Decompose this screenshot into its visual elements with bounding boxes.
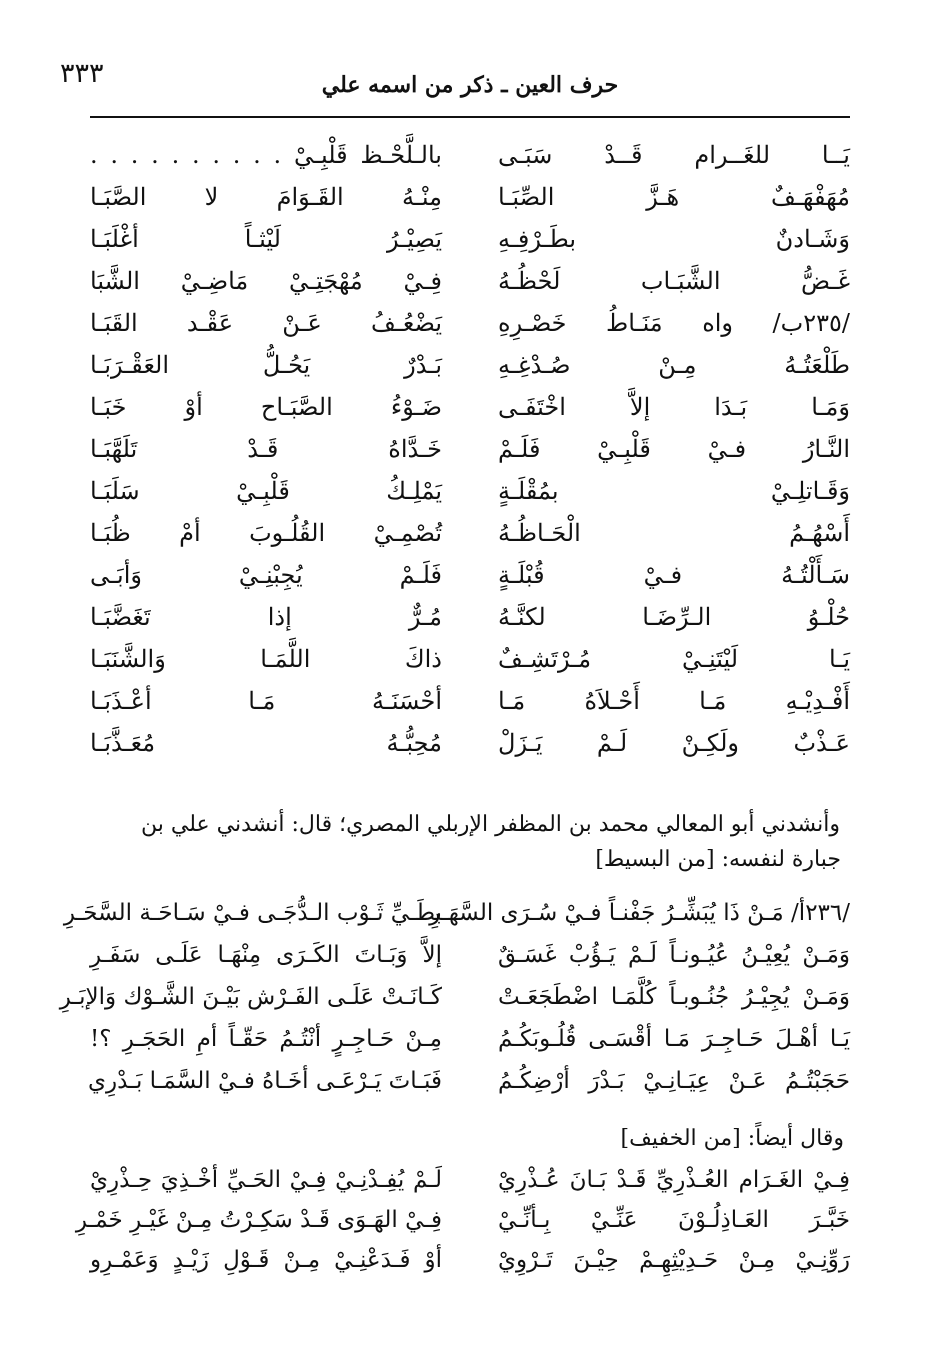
verse-first-hemistich: يَــا للغَــرام قَــدْ سَبَـى	[498, 141, 850, 169]
verse-second-hemistich: بطَـيِّ ثَـوْب الـدُّجَـى فـيْ سَـاحَـة السَّحَـرِ	[63, 900, 442, 926]
verse-second-hemistich: إلاَّ وَبَـاتَ الكَـرَى مِنْهَـا عَلَـى سَفَـرِ	[90, 942, 442, 968]
verse-first-hemistich: وَقَـاتلِـيْ بمُقْلَـةٍ	[498, 477, 850, 505]
verse	[90, 512, 850, 554]
poem-intro: وقال أيضاً: [من الخفيف]	[620, 1126, 844, 1151]
verse-first-hemistich: رَوِّنِـيْ مِـنْ حَـدِيْثِهِـمْ حِيْـنَ تَـرْوِيْ	[498, 1247, 850, 1273]
verse	[90, 554, 850, 596]
prose-line-2: جبارة لنفسه: [من البسيط]	[595, 847, 841, 872]
verse-second-hemistich: يَصِيْـرُ لَيْثـاً أغْلَبَـا	[90, 225, 442, 253]
verse-second-hemistich: كَـانَـتْ عَلَـى الفَـرْش بَيْـنَ الشَّـوْك وَالإبَـرِ	[59, 984, 442, 1010]
verse-second-hemistich: مُحِبُّـهُ مُعَـذَّبَـا	[90, 729, 442, 757]
verse-first-hemistich: غَـضُّ الشَّبَـاب لَحْظُـهُ	[498, 267, 850, 295]
verse-first-hemistich: وَمَـنْ يُجِيْـرُ جُنُـوبـاً كُلَّمَـا اضْطَجَعَـتْ	[498, 984, 850, 1010]
verse-first-hemistich: خَبَّـرَ العَـاذِلُـوْنَ عَنِّـيْ بِـأنِّـيْ	[498, 1207, 850, 1233]
verse-second-hemistich: فِـيْ الهَـوَى قَـدْ سَكِـرْتُ مِـنْ غَيْـرِ خَمْـرِ	[75, 1207, 442, 1233]
verse	[90, 134, 850, 176]
verse-first-hemistich: عَـذْبٌ ولَكِـنْ لَـمْ يَـزَلْ	[498, 729, 850, 757]
verse-first-hemistich: يَـا لَيْتَنِـيْ مُـرْتَشِـفٌ	[498, 645, 850, 673]
verse-first-hemistich: /٢٣٦أ/ مَـنْ ذَا يُبَشِّـرُ جَفْنـاً فـيْ سُـرَى السَّهَـرِ	[429, 900, 850, 926]
verse-first-hemistich: أَفْـدِيْـهِ مَـا أَحْـلاَهُ مَـا	[498, 687, 850, 715]
verse	[90, 386, 850, 428]
verse	[90, 722, 850, 764]
verse-first-hemistich: طَلْعَتُـهُ مِـنْ صُـدْغِـهِ	[498, 351, 850, 379]
verse-second-hemistich: أوْ فَـدَعْنِـيْ مِـنْ قَـوْلِ زَيْـدٍ وَعَمْـرِو	[90, 1247, 442, 1273]
verse-second-hemistich: بَـدْرٌ يَحُـلُّ العَقْـرَبَـا	[90, 351, 442, 379]
header-rule	[90, 116, 850, 118]
page-number: ٣٣٣	[60, 58, 104, 89]
verse-first-hemistich: وَمَـنْ يُعِيْـنُ عُيُـونـاً لَـمْ يَـؤُبْ غَسَـقٌ	[498, 942, 850, 968]
verse	[90, 680, 850, 722]
verse-first-hemistich: /٢٣٥ب/ واه مَنَـاطُ خَصْـرِهِ	[498, 309, 850, 337]
verse	[90, 1160, 850, 1200]
verse-second-hemistich: تُصْمِـيْ القُلُـوبَ أمْ ظُبَـا	[90, 519, 442, 547]
verse	[90, 1060, 850, 1102]
prose-line-1: وأنشدني أبو المعالي محمد بن المظفر الإربلي المصري؛ قال: أنشدني علي بن	[141, 812, 840, 837]
verse-first-hemistich: سَـأَلْتُـهُ فـيْ قُبْلَـةٍ	[498, 561, 850, 589]
poem-rajaz	[90, 134, 850, 764]
verse-second-hemistich: فِـيْ مُهْجَتِـيْ مَاضِـيْ الشَّبَا	[90, 267, 442, 295]
verse	[90, 428, 850, 470]
verse-first-hemistich: النَّـارُ فـيْ قَلْبِـيْ فَلَـمْ	[498, 435, 850, 463]
verse	[75, 1200, 850, 1240]
verse-second-hemistich: ذاكَ اللَّمَـا وَالشَّنَبَـا	[90, 645, 442, 673]
verse-second-hemistich: خَـدَّاهُ قَـدْ تَلَهَّبَـا	[90, 435, 442, 463]
verse-first-hemistich: وَشَـادنٌ بطَـرْفِـهِ	[498, 225, 850, 253]
verse-second-hemistich: بالـلَّحْـظ قَلْبِـيْ . . . . . . . . . .	[90, 141, 442, 169]
verse-second-hemistich: يَضْعُـفُ عَـنْ عَقْـد القَبَـا	[90, 309, 442, 337]
verse-first-hemistich: حَجَبْتُـمُ عَـنْ عِيَـانِـيْ بَـدْرَ أرْضِكُـمُ	[498, 1068, 850, 1094]
verse	[90, 218, 850, 260]
verse	[63, 892, 850, 934]
verse	[90, 260, 850, 302]
verse-first-hemistich: فِـيْ الغَـرَام العُـذْرِيِّ قَـدْ بَـانَ عُـذْرِيْ	[498, 1167, 850, 1193]
verse	[90, 302, 850, 344]
verse-second-hemistich: فَلَـمْ يُجِبْنِـيْ وَأبَـى	[90, 561, 442, 589]
verse-first-hemistich: مُهَفْهَـفٌ هَـزَّ الصِّبَـا	[498, 183, 850, 211]
verse-second-hemistich: فَبَـاتَ يَـرْعَـى أخَـاهُ فـيْ السَّمَـا بَـدْرِي	[88, 1068, 442, 1094]
verse-second-hemistich: مِنْـهُ القَـوَامَ لا الصَّبَـا	[90, 183, 442, 211]
verse-second-hemistich: مُـرٌّ إذا تَغَضَّبَـا	[90, 603, 442, 631]
verse-second-hemistich: لَـمْ يُفِـدْنِـيْ فِـيْ الحَـيِّ أخْـذِيَ حِـذْرِيْ	[90, 1167, 442, 1193]
verse-first-hemistich: أَسْهُـمُ الْحَـاظُـهُ	[498, 519, 850, 547]
verse-second-hemistich: ضَـوْءُ الصَّبَـاح أوْ خَبَـا	[90, 393, 442, 421]
verse	[90, 344, 850, 386]
poem-khafif	[75, 1160, 850, 1280]
running-title: حرف العين ـ ذكر من اسمه علي	[321, 72, 619, 98]
verse-second-hemistich: يَمْلِـكُ قَلْبِـيْ سَلَبَـا	[90, 477, 442, 505]
verse	[90, 1240, 850, 1280]
verse	[90, 1018, 850, 1060]
verse	[59, 976, 850, 1018]
verse	[90, 176, 850, 218]
verse	[90, 596, 850, 638]
verse-first-hemistich: حُلْـوُ الـرِّضَـا لكنَّـهُ	[498, 603, 850, 631]
verse-second-hemistich: مِـنْ حَـاجِـرٍ أنْتُـمُ حَقّـاً أمِ الحَجَـرِ ؟!	[90, 1026, 442, 1052]
verse	[90, 470, 850, 512]
verse-second-hemistich: أحْسَنَـهُ مَـا أعْـذَبَـا	[90, 687, 442, 715]
verse-first-hemistich: يَـا أهْـلَ حَـاجِـرَ مَـا أقْسَـى قُلُـوبَكُـمُ	[498, 1026, 850, 1052]
poem-basit	[59, 892, 850, 1102]
verse	[90, 638, 850, 680]
verse	[90, 934, 850, 976]
verse-first-hemistich: وَمَـا بَـدَا إلاَّ اخْتَفَـى	[498, 393, 850, 421]
